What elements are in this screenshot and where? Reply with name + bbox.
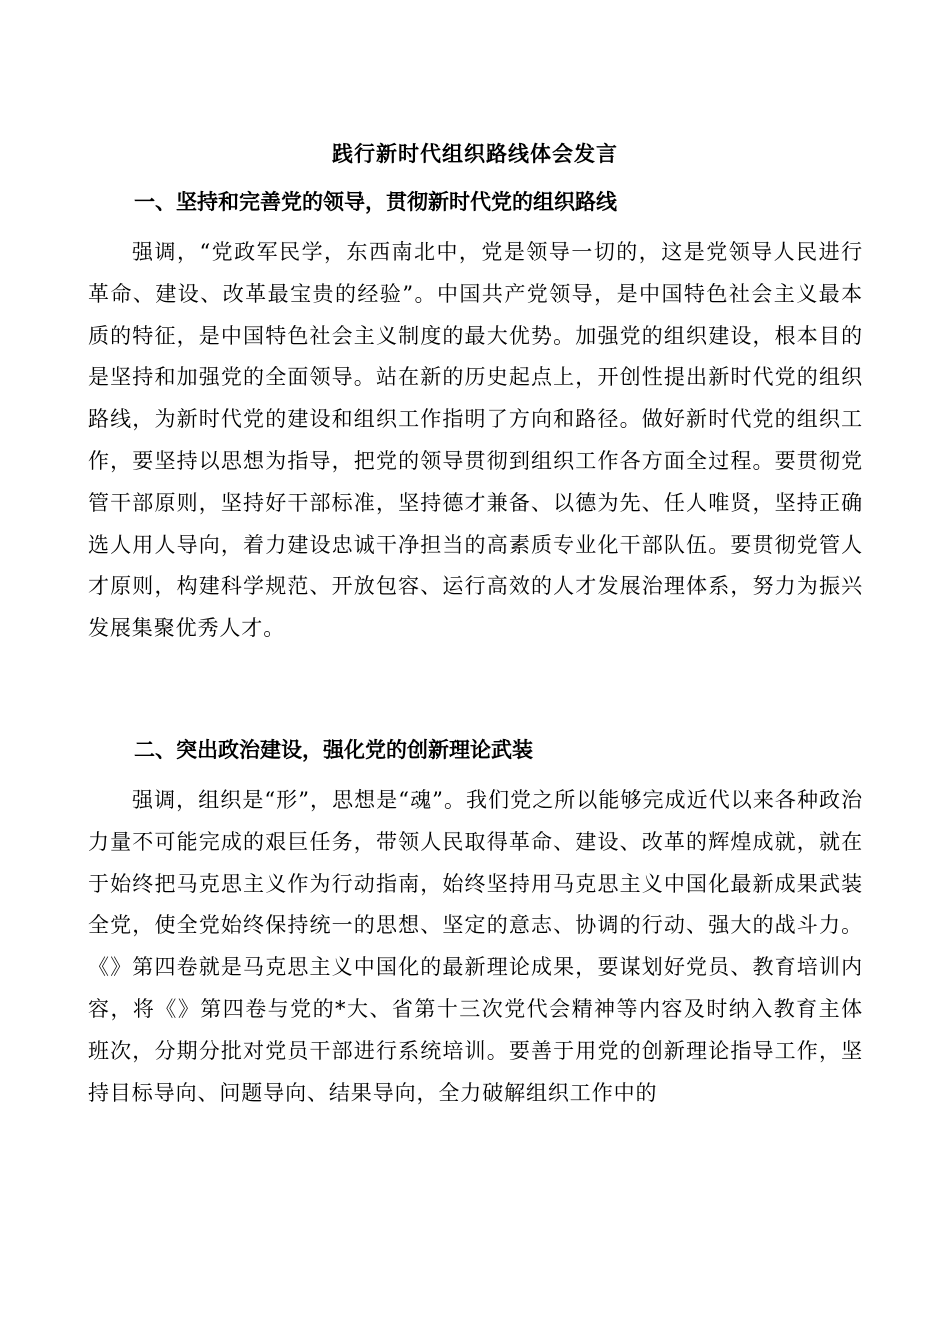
section-paragraph-2: 强调，组织是“形”，思想是“魂”。我们党之所以能够完成近代以来各种政治力量不可能完成的艰巨任务，带领人民取得革命、建设、改革的辉煌成就，就在于始终把马克思主义作为行动指南，始终坚持用马克思主义中国化最新成果武装全党，使全党始终保持统一的思想、坚定的意志、协调的行动、强大的战斗力。《》第四卷就是马克思主义中国化的最新理论成果，要谋划好党员、教育培训内容，将《》第四卷与党的*大、省第十三次党代会精神等内容及时纳入教育主体班次，分期分批对党员干部进行系统培训。要善于用党的创新理论指导工作，坚持目标导向、问题导向、结果导向，全力破解组织工作中的 — [88, 788, 863, 1105]
section-paragraph-1: 强调，“党政军民学，东西南北中，党是领导一切的，这是党领导人民进行革命、建设、改革最宝贵的经验”。中国共产党领导，是中国特色社会主义最本质的特征，是中国特色社会主义制度的最大优势。加强党的组织建设，根本目的是坚持和加强党的全面领导。站在新的历史起点上，开创性提出新时代党的组织路线，为新时代党的建设和组织工作指明了方向和路径。做好新时代党的组织工作，要坚持以思想为指导，把党的领导贯彻到组织工作各方面全过程。要贯彻党管干部原则，坚持好干部标准，坚持德才兼备、以德为先、任人唯贤，坚持正确选人用人导向，着力建设忠诚干净担当的高素质专业化干部队伍。要贯彻党管人才原则，构建科学规范、开放包容、运行高效的人才发展治理体系，努力为振兴发展集聚优秀人才。 — [88, 240, 863, 641]
section-heading-2: 二、突出政治建设，强化党的创新理论武装 — [134, 737, 533, 762]
document-title: 践行新时代组织路线体会发言 — [332, 141, 618, 166]
section-heading-1: 一、坚持和完善党的领导，贯彻新时代党的组织路线 — [134, 189, 617, 214]
